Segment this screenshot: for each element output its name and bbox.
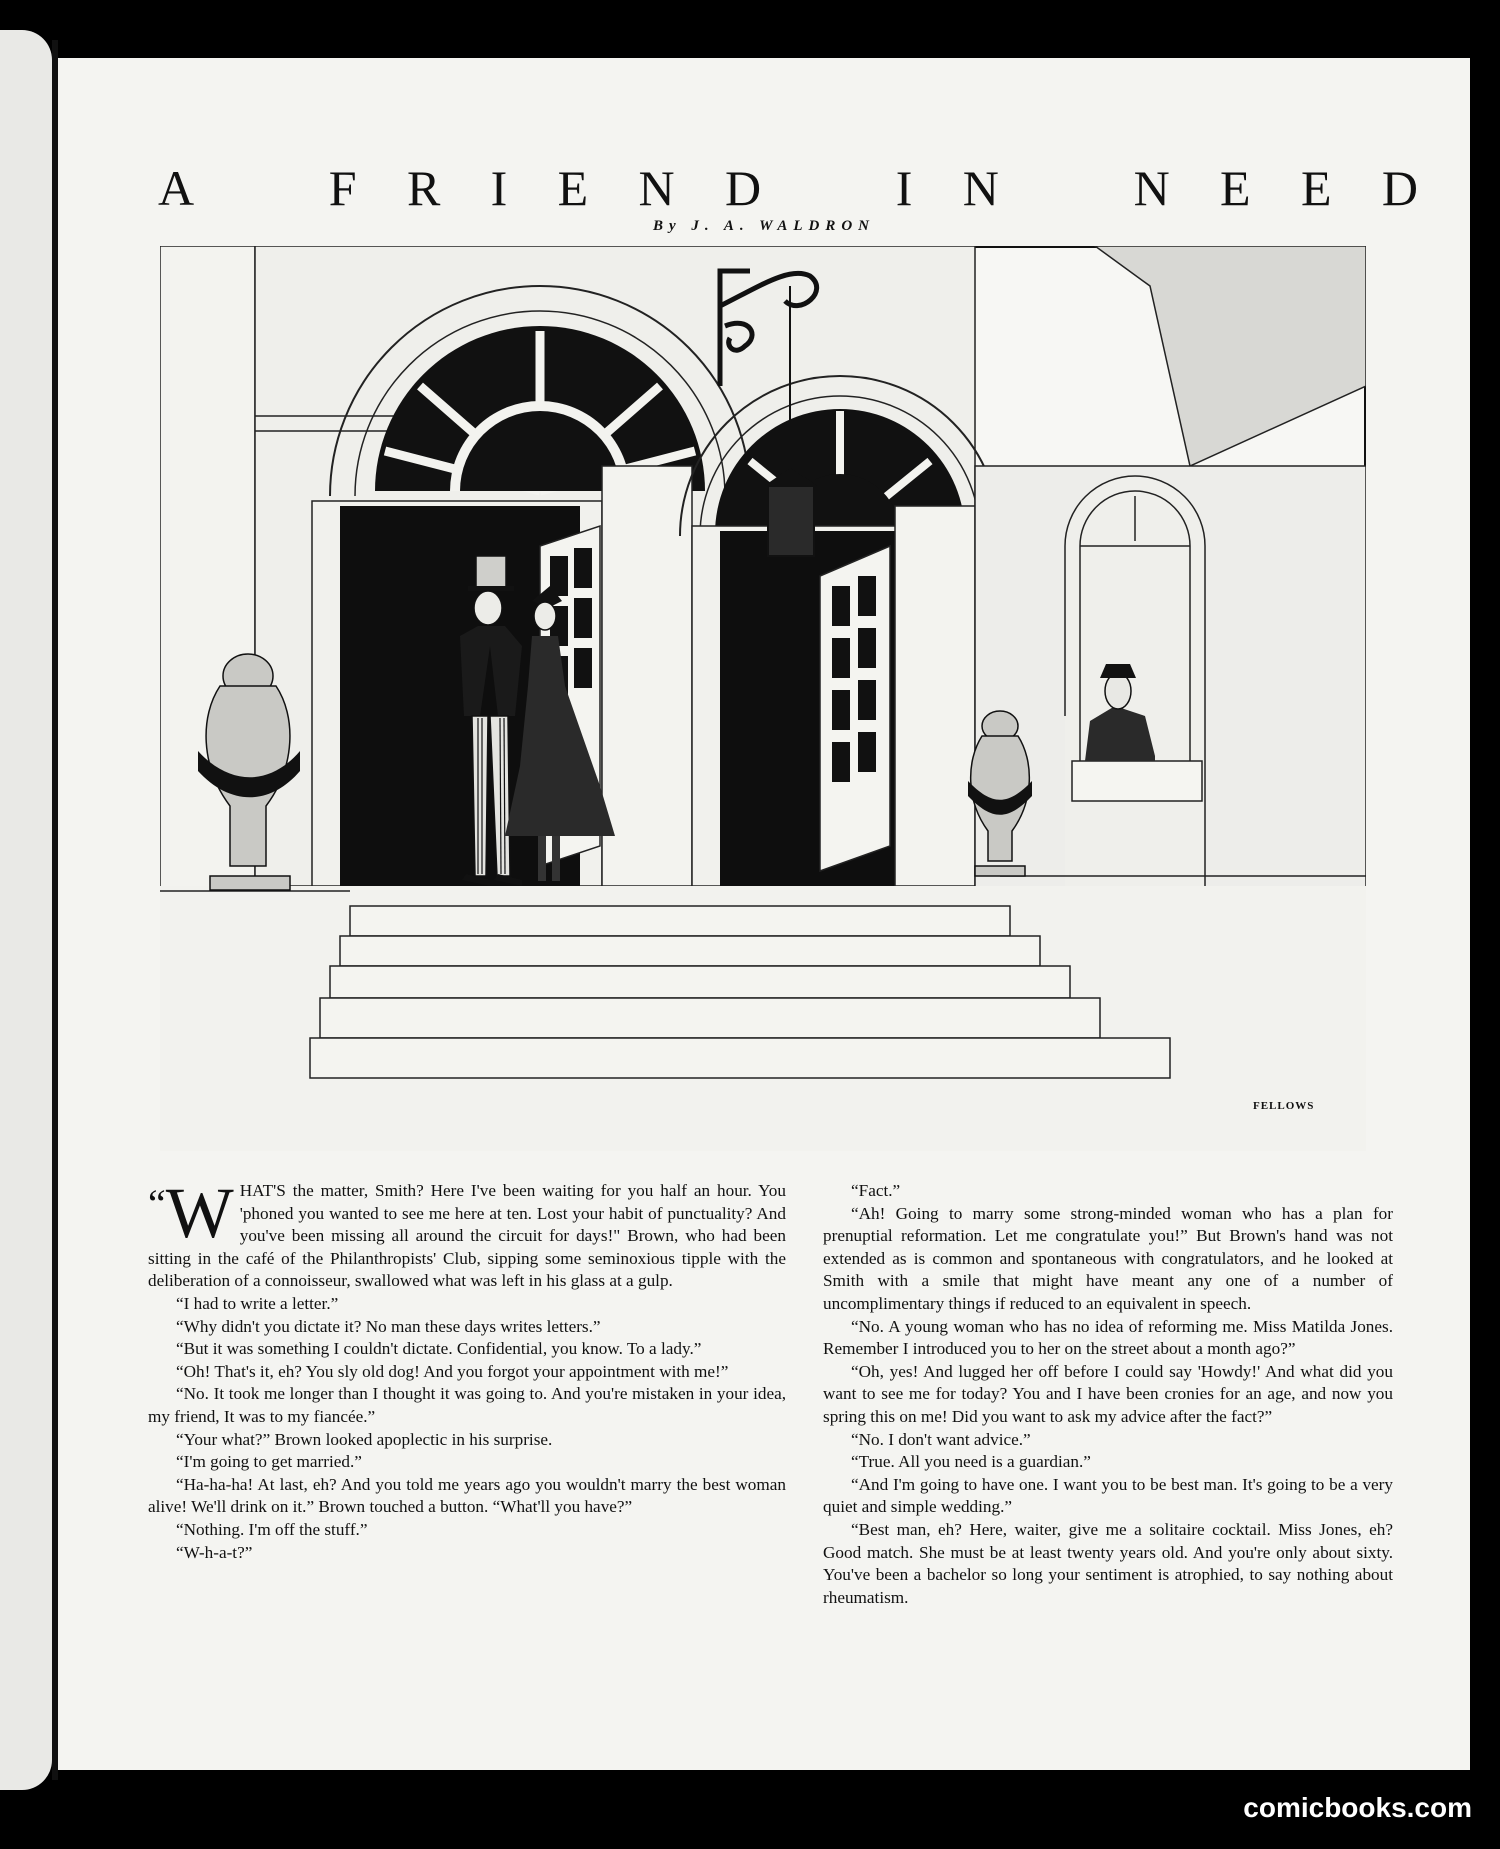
paragraph: “Best man, eh? Here, waiter, give me a solitaire cocktail. Miss Jones, eh? Good match. She must be at least twenty years old. And you're only about sixty. You've been a bachelor so long your sentiment is atrophied, to say nothing about rheumatism. — [823, 1519, 1393, 1607]
paragraph: “Fact.” — [851, 1181, 901, 1200]
title-letter: E — [1220, 160, 1251, 216]
paragraph: “W-h-a-t?” — [176, 1542, 253, 1562]
paragraph: “Oh, yes! And lugged her off before I could say 'Howdy!' And what did you want to see me for today? You and I have been cronies for an age, and now you spring this on me! Did you want to ask my advice after the fact?” — [823, 1361, 1393, 1426]
paragraph: “Ha-ha-ha! At last, eh? And you told me years ago you wouldn't marry the best woman alive! We'll drink on it.” Brown touched a button. “What'll you have?” — [148, 1474, 786, 1517]
lantern — [768, 486, 814, 556]
window-sill — [1072, 761, 1202, 801]
paragraph: “Why didn't you dictate it? No man these days writes letters.” — [176, 1316, 601, 1336]
title-letter: D — [1381, 160, 1418, 216]
center-pier — [602, 466, 692, 886]
paragraph: “True. All you need is a guardian.” — [851, 1452, 1091, 1472]
title-letter: N — [638, 160, 675, 216]
magazine-page — [58, 58, 1470, 1770]
title-letter: N — [1133, 160, 1170, 216]
book-spine — [0, 30, 52, 1790]
paragraph: “But it was something I couldn't dictate. Confidential, you know. To a lady.” — [176, 1339, 702, 1359]
title-letter: F — [328, 160, 357, 216]
left-text-column — [148, 1173, 786, 1564]
title-letter: R — [406, 160, 441, 216]
paragraph: “Oh! That's it, eh? You sly old dog! And you forgot your appointment with me!” — [176, 1361, 729, 1381]
watermark: comicbooks.com — [1243, 1792, 1472, 1823]
byline: By J. A. WALDRON — [653, 218, 875, 234]
paragraph: “No. A young woman who has no idea of reforming me. Miss Matilda Jones. Remember I introduced you to her on the street about a month ago?” — [823, 1316, 1393, 1359]
paragraph: “No. I don't want advice.” — [851, 1429, 1031, 1449]
paragraph: “Nothing. I'm off the stuff.” — [176, 1519, 368, 1539]
paragraph: “Ah! Going to marry some strong-minded woman who has a plan for prenuptial reformation. Let me congratulate you!” But Brown's hand was not extended as is common and spontaneous with congratulators, and he looked at Smith with a smile that might have meant any one of a number of uncomplimentary things if reduced to an equivalent in speech. — [823, 1203, 1393, 1313]
paragraph: “Your what?” Brown looked apoplectic in his surprise. — [176, 1429, 553, 1449]
title-letter: E — [1300, 160, 1332, 216]
illustration — [160, 246, 1366, 1151]
article-title — [158, 158, 1418, 218]
drop-cap: “W — [148, 1173, 234, 1253]
title-letter: D — [725, 160, 762, 216]
paragraph: “I had to write a letter.” — [176, 1293, 339, 1313]
right-text-column — [823, 1180, 1393, 1609]
right-open-door — [820, 546, 890, 871]
title-letter: I — [490, 160, 508, 216]
paragraph: “And I'm going to have one. I want you to be best man. It's going to be a very quiet and simple wedding.” — [823, 1474, 1393, 1517]
paragraph: “No. It took me longer than I thought it was going to. And you're mistaken in your idea, my friend, It was to my fiancée.” — [148, 1384, 786, 1426]
paragraph: “I'm going to get married.” — [176, 1452, 362, 1472]
title-letter: E — [557, 160, 589, 216]
artist-signature: FELLOWS — [1253, 1100, 1315, 1112]
title-letter: N — [962, 160, 999, 216]
paragraph: “W HAT'S the matter, Smith? Here I've been waiting for you half an hour. You 'phoned you wanted to see me here at ten. Lost your habit of punctuality? And you've been missing all around the circuit for days!" Brown, who had been sitting in the café of the Philanthropists' Club, sipping some seminoxious tipple with the deliberation of a connoisseur, swallowed what was left in his glass at a gulp. — [148, 1173, 786, 1291]
title-letter: A — [158, 160, 195, 216]
title-letter: I — [895, 160, 913, 216]
